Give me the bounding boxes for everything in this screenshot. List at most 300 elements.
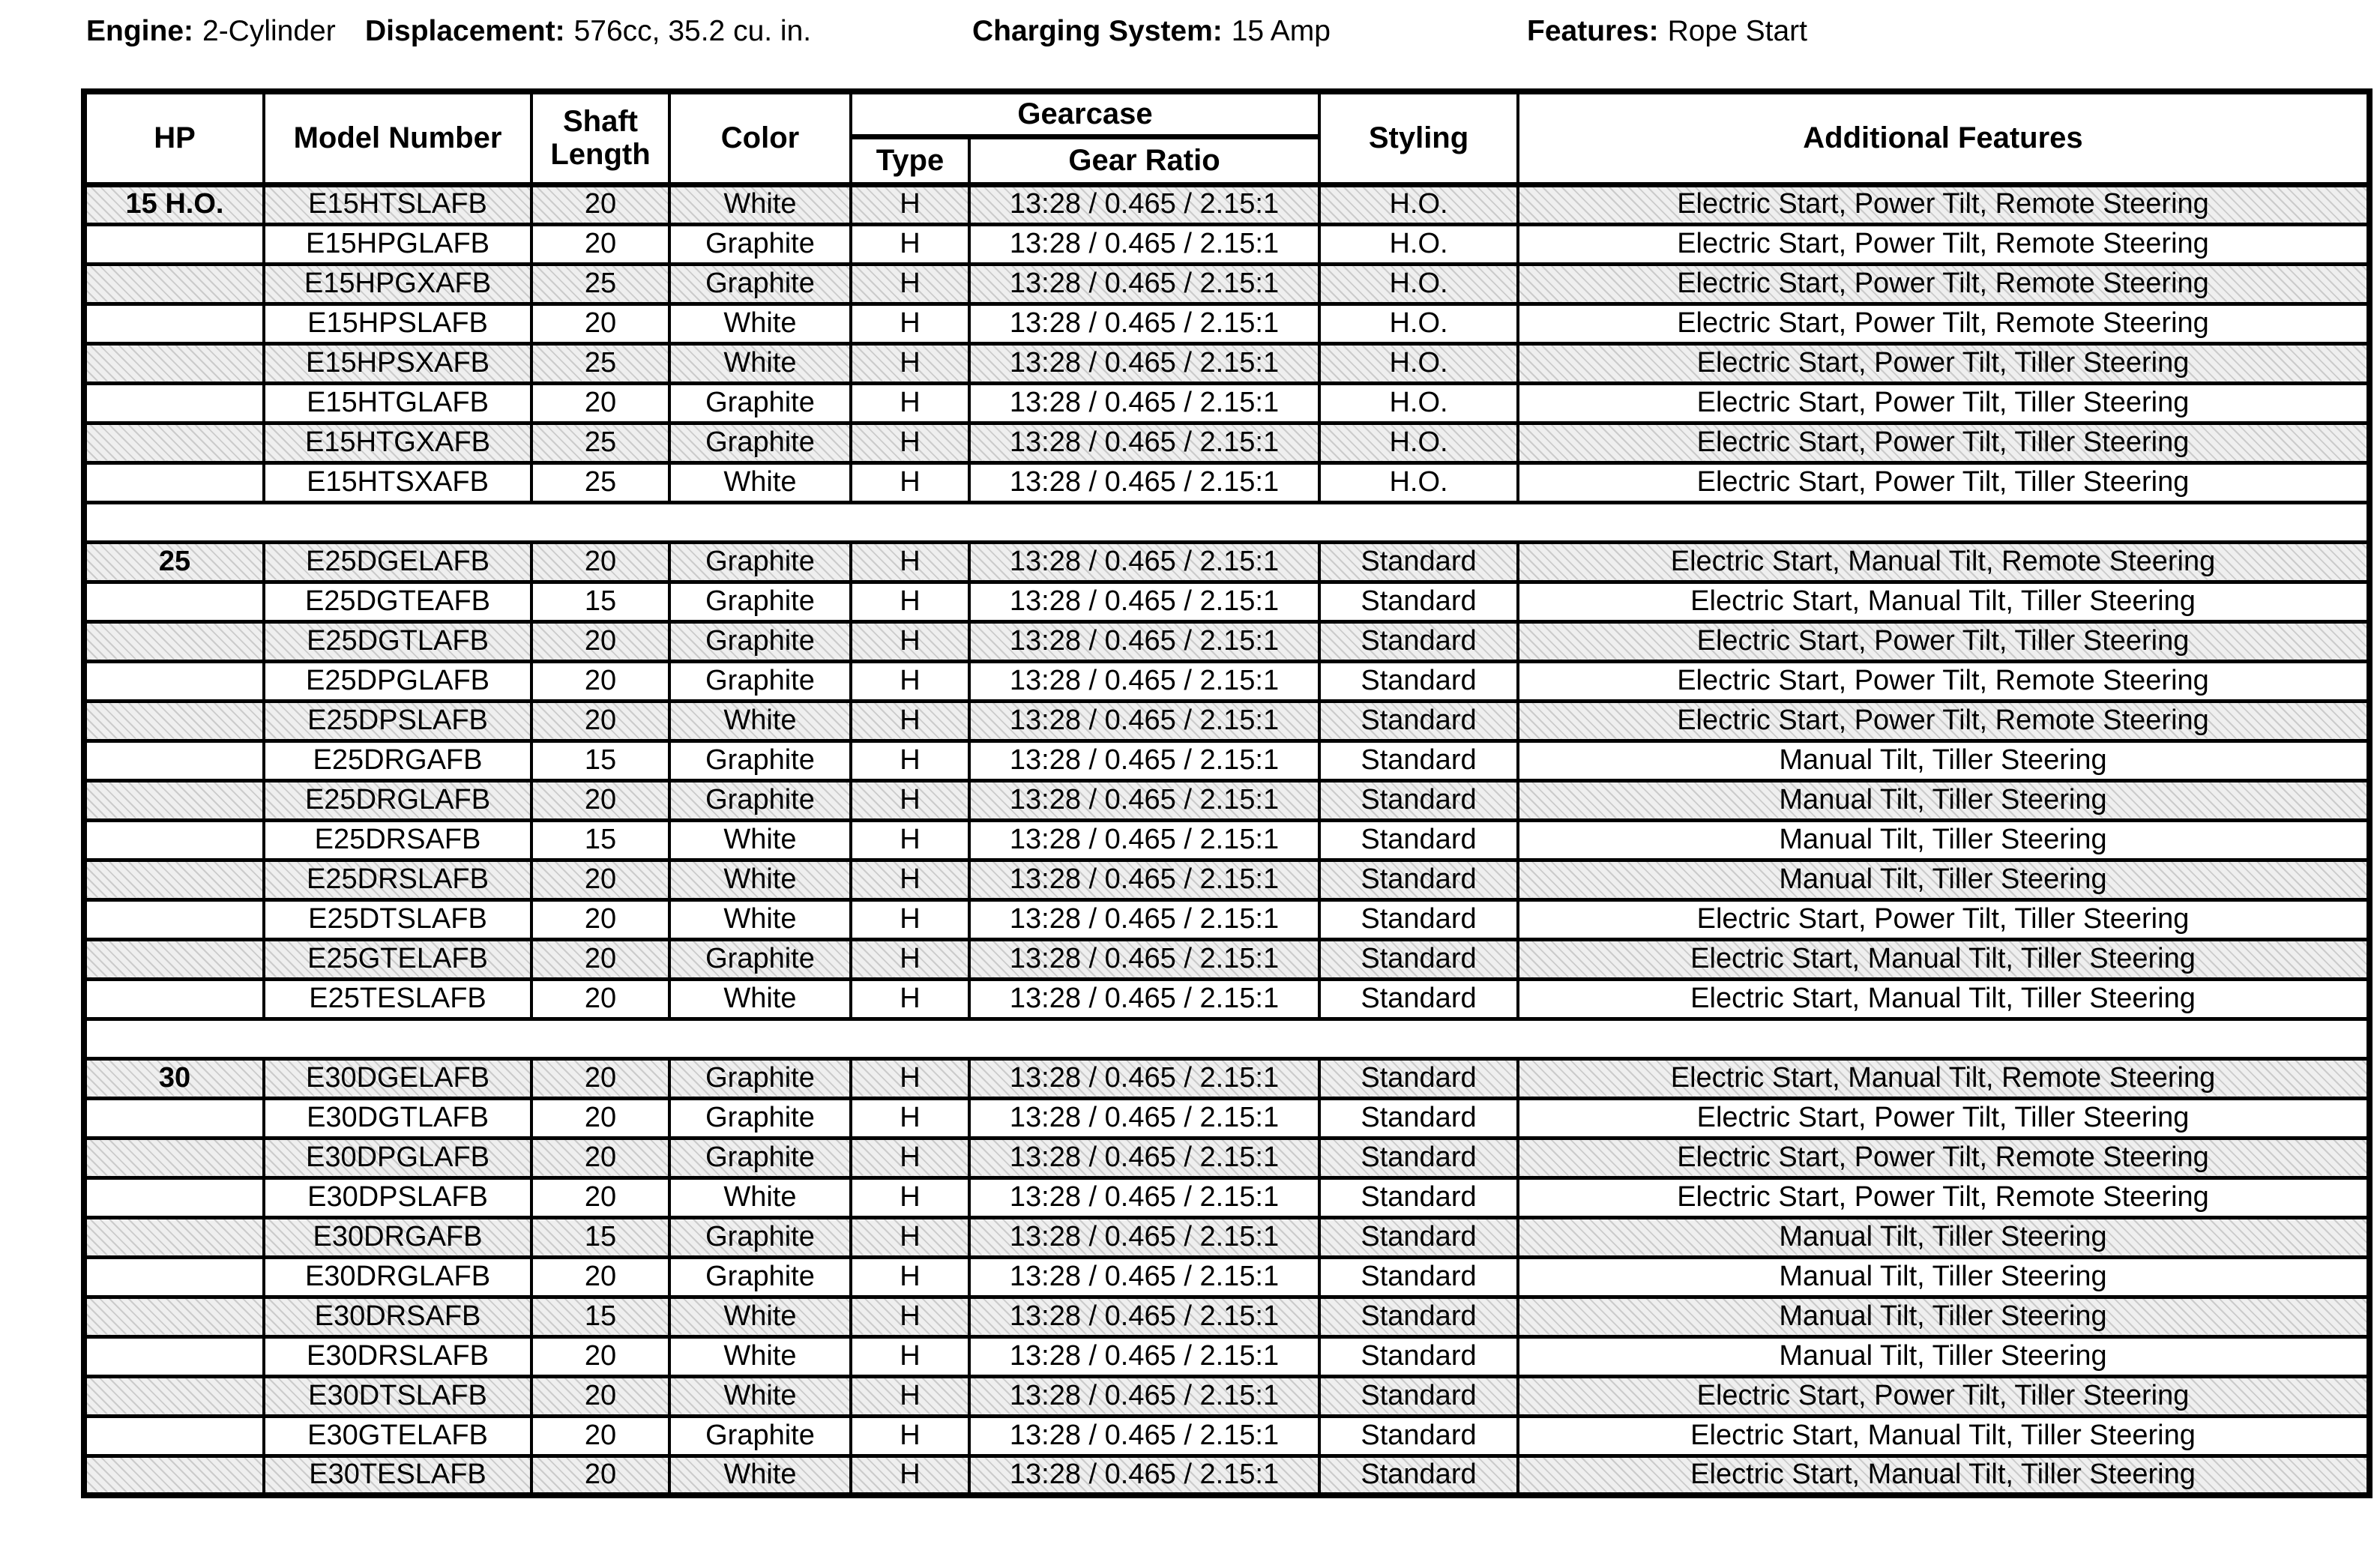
cell-gearcase-type: H [851,542,969,582]
cell-gear-ratio: 13:28 / 0.465 / 2.15:1 [969,899,1319,939]
features-value: Rope Start [1667,15,1807,47]
spec-row [84,860,2370,899]
cell-hp [84,1257,264,1297]
cell-gear-ratio: 13:28 / 0.465 / 2.15:1 [969,741,1319,780]
cell-shaft-length: 15 [531,741,669,780]
cell-color: Graphite [669,423,851,462]
cell-shaft-length: 25 [531,462,669,502]
spec-row [84,1376,2370,1416]
spec-row [84,820,2370,860]
cell-gear-ratio: 13:28 / 0.465 / 2.15:1 [969,1058,1319,1098]
cell-styling: H.O. [1319,184,1518,224]
cell-hp [84,661,264,701]
cell-gearcase-type: H [851,1177,969,1217]
cell-additional-features: Electric Start, Power Tilt, Tiller Steering [1518,621,2370,661]
cell-styling: H.O. [1319,304,1518,343]
displacement-label: Displacement: [365,15,565,47]
cell-additional-features: Manual Tilt, Tiller Steering [1518,741,2370,780]
cell-styling: Standard [1319,701,1518,741]
cell-hp [84,264,264,304]
cell-hp [84,820,264,860]
cell-gear-ratio: 13:28 / 0.465 / 2.15:1 [969,701,1319,741]
cell-hp [84,1217,264,1257]
cell-styling: Standard [1319,1058,1518,1098]
cell-hp: 30 [84,1058,264,1098]
cell-color: Graphite [669,542,851,582]
cell-gear-ratio: 13:28 / 0.465 / 2.15:1 [969,1177,1319,1217]
header-row-1 [84,91,2370,136]
cell-styling: Standard [1319,1297,1518,1336]
cell-shaft-length: 15 [531,1297,669,1336]
col-header-model-number: Model Number [264,91,531,184]
cell-gear-ratio: 13:28 / 0.465 / 2.15:1 [969,1257,1319,1297]
cell-gear-ratio: 13:28 / 0.465 / 2.15:1 [969,343,1319,383]
cell-additional-features: Electric Start, Power Tilt, Remote Steering [1518,184,2370,224]
cell-shaft-length: 20 [531,1336,669,1376]
cell-shaft-length: 25 [531,343,669,383]
cell-additional-features: Electric Start, Power Tilt, Remote Steering [1518,264,2370,304]
cell-gearcase-type: H [851,343,969,383]
cell-model-number: E25DRSAFB [264,820,531,860]
spec-row [84,701,2370,741]
cell-shaft-length: 20 [531,383,669,423]
group-separator-cell [84,502,2370,542]
cell-gearcase-type: H [851,264,969,304]
cell-hp [84,860,264,899]
cell-gearcase-type: H [851,224,969,264]
cell-color: White [669,1376,851,1416]
cell-gearcase-type: H [851,820,969,860]
cell-shaft-length: 20 [531,1257,669,1297]
cell-color: Graphite [669,1058,851,1098]
cell-additional-features: Electric Start, Power Tilt, Tiller Steering [1518,1376,2370,1416]
cell-styling: Standard [1319,621,1518,661]
cell-gear-ratio: 13:28 / 0.465 / 2.15:1 [969,224,1319,264]
cell-gearcase-type: H [851,741,969,780]
cell-color: White [669,820,851,860]
cell-gearcase-type: H [851,661,969,701]
cell-hp [84,462,264,502]
cell-shaft-length: 20 [531,1416,669,1456]
cell-shaft-length: 20 [531,1058,669,1098]
cell-model-number: E25DRGLAFB [264,780,531,820]
spec-row [84,383,2370,423]
group-separator-cell [84,1019,2370,1058]
cell-color: Graphite [669,1138,851,1177]
cell-hp [84,1177,264,1217]
cell-hp [84,343,264,383]
cell-hp [84,304,264,343]
cell-shaft-length: 20 [531,860,669,899]
cell-styling: Standard [1319,582,1518,621]
cell-shaft-length: 20 [531,304,669,343]
cell-color: Graphite [669,1098,851,1138]
spec-row [84,1058,2370,1098]
spec-row [84,1297,2370,1336]
cell-additional-features: Electric Start, Power Tilt, Tiller Steering [1518,383,2370,423]
cell-gear-ratio: 13:28 / 0.465 / 2.15:1 [969,1138,1319,1177]
cell-gearcase-type: H [851,1416,969,1456]
cell-model-number: E15HPSXAFB [264,343,531,383]
spec-row [84,939,2370,979]
cell-hp [84,1416,264,1456]
cell-gearcase-type: H [851,1336,969,1376]
cell-styling: H.O. [1319,343,1518,383]
cell-gearcase-type: H [851,860,969,899]
cell-styling: H.O. [1319,264,1518,304]
cell-additional-features: Electric Start, Manual Tilt, Tiller Steering [1518,939,2370,979]
cell-hp: 25 [84,542,264,582]
col-header-additional-features: Additional Features [1518,91,2370,184]
cell-additional-features: Manual Tilt, Tiller Steering [1518,1297,2370,1336]
cell-additional-features: Electric Start, Power Tilt, Tiller Steering [1518,1098,2370,1138]
cell-model-number: E30GTELAFB [264,1416,531,1456]
cell-color: White [669,979,851,1019]
spec-row [84,1456,2370,1495]
cell-additional-features: Electric Start, Power Tilt, Tiller Steering [1518,343,2370,383]
cell-hp [84,741,264,780]
displacement-value: 576cc, 35.2 cu. in. [573,15,812,47]
spec-row [84,184,2370,224]
cell-shaft-length: 20 [531,1376,669,1416]
cell-shaft-length: 20 [531,1177,669,1217]
cell-additional-features: Electric Start, Manual Tilt, Remote Steering [1518,542,2370,582]
cell-color: White [669,1456,851,1495]
spec-row [84,661,2370,701]
cell-shaft-length: 25 [531,423,669,462]
cell-additional-features: Manual Tilt, Tiller Steering [1518,820,2370,860]
cell-gear-ratio: 13:28 / 0.465 / 2.15:1 [969,1456,1319,1495]
cell-gear-ratio: 13:28 / 0.465 / 2.15:1 [969,860,1319,899]
cell-shaft-length: 20 [531,1456,669,1495]
spec-row [84,264,2370,304]
cell-shaft-length: 20 [531,184,669,224]
cell-additional-features: Electric Start, Manual Tilt, Tiller Steering [1518,979,2370,1019]
cell-model-number: E15HPGLAFB [264,224,531,264]
cell-model-number: E25DRSLAFB [264,860,531,899]
cell-styling: Standard [1319,1138,1518,1177]
cell-styling: Standard [1319,939,1518,979]
cell-gearcase-type: H [851,383,969,423]
cell-styling: Standard [1319,1177,1518,1217]
cell-hp [84,423,264,462]
cell-color: White [669,899,851,939]
cell-model-number: E15HTGXAFB [264,423,531,462]
cell-gear-ratio: 13:28 / 0.465 / 2.15:1 [969,1376,1319,1416]
cell-shaft-length: 20 [531,542,669,582]
cell-gear-ratio: 13:28 / 0.465 / 2.15:1 [969,1297,1319,1336]
table-header [84,91,2370,184]
cell-additional-features: Electric Start, Power Tilt, Tiller Steering [1518,462,2370,502]
cell-styling: Standard [1319,780,1518,820]
cell-gearcase-type: H [851,1058,969,1098]
cell-model-number: E25DTSLAFB [264,899,531,939]
cell-gear-ratio: 13:28 / 0.465 / 2.15:1 [969,621,1319,661]
cell-hp [84,1098,264,1138]
cell-color: White [669,462,851,502]
cell-model-number: E30DPGLAFB [264,1138,531,1177]
cell-additional-features: Electric Start, Power Tilt, Remote Steering [1518,661,2370,701]
spec-row [84,582,2370,621]
col-header-gear-ratio: Gear Ratio [969,136,1319,184]
col-header-gearcase: Gearcase [851,91,1319,136]
spec-row [84,343,2370,383]
cell-gearcase-type: H [851,1217,969,1257]
cell-shaft-length: 20 [531,1098,669,1138]
cell-gearcase-type: H [851,701,969,741]
cell-shaft-length: 20 [531,939,669,979]
cell-styling: Standard [1319,1416,1518,1456]
cell-color: White [669,1177,851,1217]
cell-gear-ratio: 13:28 / 0.465 / 2.15:1 [969,1098,1319,1138]
spec-row [84,304,2370,343]
cell-model-number: E30DGELAFB [264,1058,531,1098]
cell-gear-ratio: 13:28 / 0.465 / 2.15:1 [969,184,1319,224]
cell-gear-ratio: 13:28 / 0.465 / 2.15:1 [969,661,1319,701]
cell-gear-ratio: 13:28 / 0.465 / 2.15:1 [969,462,1319,502]
cell-gearcase-type: H [851,1098,969,1138]
cell-styling: Standard [1319,1456,1518,1495]
cell-additional-features: Electric Start, Power Tilt, Tiller Steering [1518,423,2370,462]
cell-gearcase-type: H [851,1138,969,1177]
cell-shaft-length: 20 [531,780,669,820]
cell-hp [84,582,264,621]
cell-gear-ratio: 13:28 / 0.465 / 2.15:1 [969,423,1319,462]
cell-gear-ratio: 13:28 / 0.465 / 2.15:1 [969,264,1319,304]
cell-hp [84,780,264,820]
cell-model-number: E15HPGXAFB [264,264,531,304]
cell-gear-ratio: 13:28 / 0.465 / 2.15:1 [969,979,1319,1019]
cell-model-number: E25DPSLAFB [264,701,531,741]
col-header-styling: Styling [1319,91,1518,184]
cell-hp [84,979,264,1019]
displacement-info [365,12,811,51]
cell-shaft-length: 15 [531,582,669,621]
cell-styling: Standard [1319,1376,1518,1416]
cell-styling: Standard [1319,899,1518,939]
cell-shaft-length: 20 [531,621,669,661]
cell-model-number: E15HTSLAFB [264,184,531,224]
cell-color: Graphite [669,741,851,780]
cell-gearcase-type: H [851,462,969,502]
cell-model-number: E30DRSLAFB [264,1336,531,1376]
cell-gearcase-type: H [851,1257,969,1297]
charging-system-label: Charging System: [972,15,1223,47]
cell-hp [84,899,264,939]
cell-gearcase-type: H [851,979,969,1019]
spec-row [84,462,2370,502]
cell-additional-features: Electric Start, Manual Tilt, Remote Steering [1518,1058,2370,1098]
spec-row [84,1098,2370,1138]
engine-info [86,12,336,51]
cell-gear-ratio: 13:28 / 0.465 / 2.15:1 [969,820,1319,860]
cell-color: Graphite [669,582,851,621]
cell-additional-features: Manual Tilt, Tiller Steering [1518,780,2370,820]
cell-model-number: E15HPSLAFB [264,304,531,343]
cell-color: White [669,1336,851,1376]
cell-hp [84,1336,264,1376]
charging-system-value: 15 Amp [1231,15,1331,47]
cell-shaft-length: 15 [531,1217,669,1257]
cell-additional-features: Manual Tilt, Tiller Steering [1518,1217,2370,1257]
cell-model-number: E25DPGLAFB [264,661,531,701]
cell-hp [84,1456,264,1495]
cell-hp [84,621,264,661]
engine-info-bar [0,12,2380,51]
cell-model-number: E30DRGAFB [264,1217,531,1257]
cell-color: Graphite [669,621,851,661]
cell-color: White [669,184,851,224]
table-body [84,184,2370,1495]
cell-model-number: E25DGTLAFB [264,621,531,661]
cell-model-number: E30DPSLAFB [264,1177,531,1217]
features-label: Features: [1527,15,1659,47]
cell-gear-ratio: 13:28 / 0.465 / 2.15:1 [969,383,1319,423]
cell-gear-ratio: 13:28 / 0.465 / 2.15:1 [969,542,1319,582]
spec-row [84,224,2370,264]
cell-gearcase-type: H [851,582,969,621]
cell-color: Graphite [669,383,851,423]
cell-gearcase-type: H [851,899,969,939]
cell-model-number: E30DRGLAFB [264,1257,531,1297]
cell-gear-ratio: 13:28 / 0.465 / 2.15:1 [969,1217,1319,1257]
cell-model-number: E30DTSLAFB [264,1376,531,1416]
cell-additional-features: Electric Start, Power Tilt, Remote Steering [1518,224,2370,264]
cell-color: White [669,1297,851,1336]
cell-model-number: E25DGELAFB [264,542,531,582]
spec-row [84,1138,2370,1177]
cell-color: White [669,701,851,741]
cell-styling: Standard [1319,1257,1518,1297]
cell-additional-features: Electric Start, Power Tilt, Remote Steering [1518,701,2370,741]
cell-model-number: E25GTELAFB [264,939,531,979]
cell-hp [84,1297,264,1336]
cell-gear-ratio: 13:28 / 0.465 / 2.15:1 [969,304,1319,343]
spec-row [84,741,2370,780]
spec-row [84,780,2370,820]
cell-additional-features: Manual Tilt, Tiller Steering [1518,1336,2370,1376]
cell-hp [84,701,264,741]
group-separator-row [84,502,2370,542]
cell-shaft-length: 20 [531,1138,669,1177]
cell-color: Graphite [669,264,851,304]
spec-row [84,1217,2370,1257]
cell-additional-features: Manual Tilt, Tiller Steering [1518,860,2370,899]
cell-gear-ratio: 13:28 / 0.465 / 2.15:1 [969,1336,1319,1376]
cell-hp [84,939,264,979]
cell-hp [84,1138,264,1177]
cell-styling: Standard [1319,542,1518,582]
cell-color: Graphite [669,1217,851,1257]
cell-model-number: E30TESLAFB [264,1456,531,1495]
cell-color: Graphite [669,1416,851,1456]
cell-styling: Standard [1319,1336,1518,1376]
col-header-hp: HP [84,91,264,184]
cell-gearcase-type: H [851,1376,969,1416]
cell-shaft-length: 20 [531,899,669,939]
cell-color: Graphite [669,1257,851,1297]
cell-gearcase-type: H [851,1297,969,1336]
cell-shaft-length: 20 [531,224,669,264]
col-header-shaft-length: Shaft Length [531,91,669,184]
cell-styling: Standard [1319,661,1518,701]
cell-shaft-length: 15 [531,820,669,860]
cell-color: Graphite [669,939,851,979]
cell-hp [84,1376,264,1416]
cell-hp: 15 H.O. [84,184,264,224]
cell-styling: Standard [1319,820,1518,860]
spec-row [84,1257,2370,1297]
cell-gearcase-type: H [851,780,969,820]
spec-row [84,1416,2370,1456]
engine-value: 2-Cylinder [202,15,336,47]
cell-color: Graphite [669,661,851,701]
cell-color: White [669,343,851,383]
cell-gearcase-type: H [851,423,969,462]
cell-styling: Standard [1319,1098,1518,1138]
cell-gear-ratio: 13:28 / 0.465 / 2.15:1 [969,939,1319,979]
spec-row [84,1336,2370,1376]
cell-shaft-length: 25 [531,264,669,304]
cell-model-number: E15HTGLAFB [264,383,531,423]
cell-gearcase-type: H [851,1456,969,1495]
cell-additional-features: Electric Start, Power Tilt, Remote Steering [1518,1177,2370,1217]
cell-additional-features: Electric Start, Power Tilt, Tiller Steering [1518,899,2370,939]
cell-styling: Standard [1319,979,1518,1019]
cell-additional-features: Electric Start, Manual Tilt, Tiller Steering [1518,1416,2370,1456]
cell-model-number: E25DRGAFB [264,741,531,780]
col-header-type: Type [851,136,969,184]
cell-model-number: E30DRSAFB [264,1297,531,1336]
cell-styling: H.O. [1319,383,1518,423]
cell-styling: Standard [1319,1217,1518,1257]
group-separator-row [84,1019,2370,1058]
spec-row [84,542,2370,582]
cell-additional-features: Manual Tilt, Tiller Steering [1518,1257,2370,1297]
cell-styling: H.O. [1319,423,1518,462]
spec-row [84,979,2370,1019]
cell-color: White [669,860,851,899]
cell-styling: Standard [1319,860,1518,899]
cell-styling: H.O. [1319,224,1518,264]
engine-label: Engine: [86,15,193,47]
cell-gear-ratio: 13:28 / 0.465 / 2.15:1 [969,780,1319,820]
cell-gear-ratio: 13:28 / 0.465 / 2.15:1 [969,1416,1319,1456]
cell-color: Graphite [669,780,851,820]
cell-color: Graphite [669,224,851,264]
spec-row [84,899,2370,939]
cell-model-number: E25TESLAFB [264,979,531,1019]
cell-shaft-length: 20 [531,701,669,741]
cell-model-number: E30DGTLAFB [264,1098,531,1138]
outboard-spec-table [81,88,2373,1498]
cell-styling: H.O. [1319,462,1518,502]
charging-system-info [972,12,1331,51]
cell-gearcase-type: H [851,939,969,979]
cell-model-number: E15HTSXAFB [264,462,531,502]
cell-shaft-length: 20 [531,979,669,1019]
cell-shaft-length: 20 [531,661,669,701]
cell-gear-ratio: 13:28 / 0.465 / 2.15:1 [969,582,1319,621]
cell-hp [84,383,264,423]
spec-row [84,621,2370,661]
cell-color: White [669,304,851,343]
cell-hp [84,224,264,264]
cell-gearcase-type: H [851,304,969,343]
cell-gearcase-type: H [851,621,969,661]
cell-styling: Standard [1319,741,1518,780]
col-header-color: Color [669,91,851,184]
